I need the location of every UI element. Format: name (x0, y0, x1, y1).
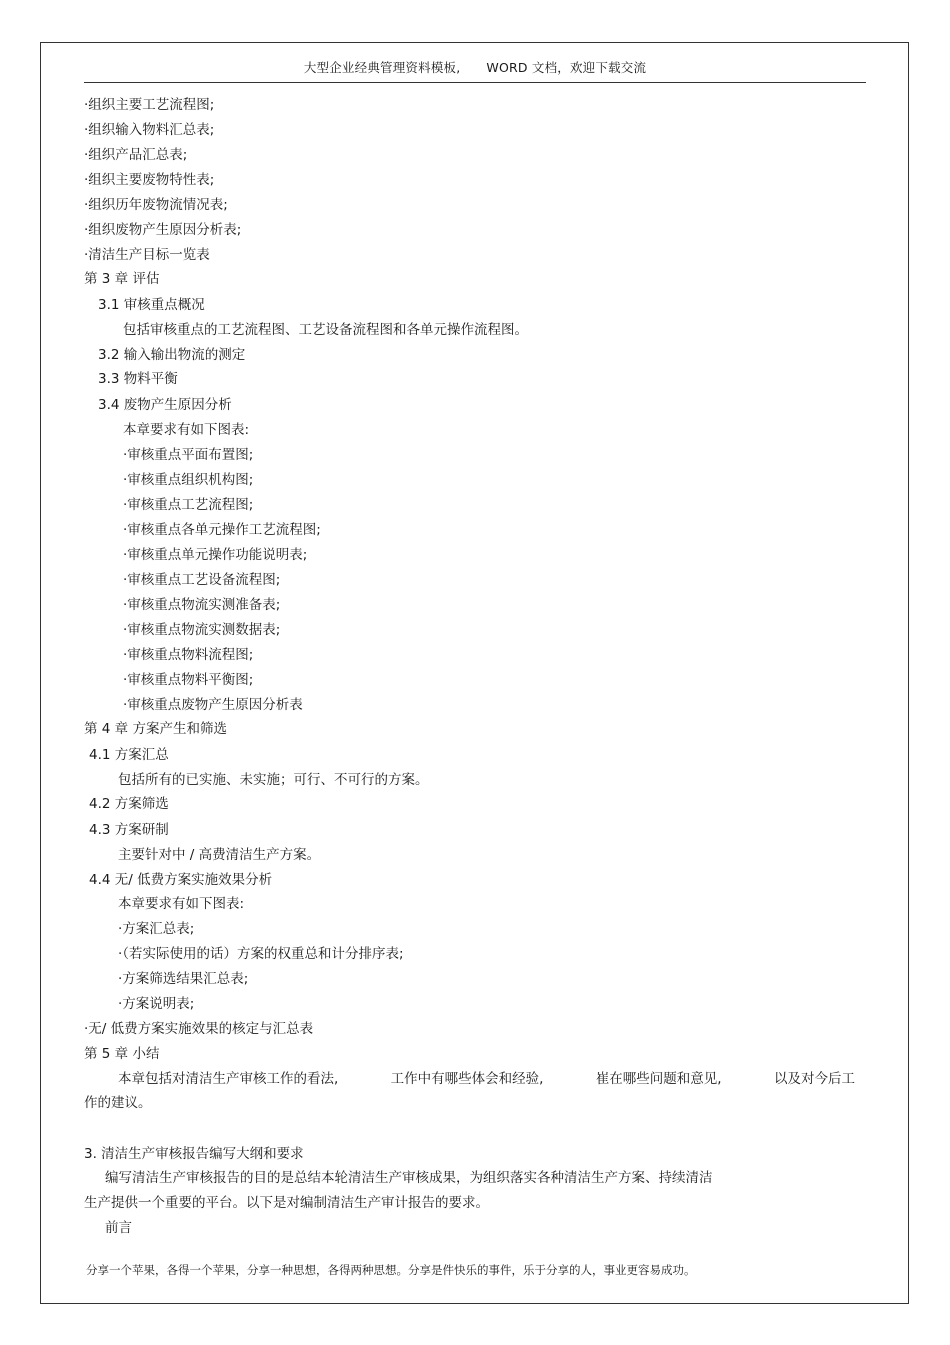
paragraph: 编写清洁生产审核报告的目的是总结本轮清洁生产审核成果，为组织落实各种清洁生产方案、持续清洁 (105, 1170, 713, 1186)
section-heading: 4.2 方案筛选 (89, 796, 169, 812)
section-heading: 3.1 审核重点概况 (98, 297, 205, 313)
list-item: ·审核重点废物产生原因分析表 (123, 697, 303, 713)
paragraph: 包括审核重点的工艺流程图、工艺设备流程图和各单元操作流程图。 (123, 322, 528, 338)
section-heading: 3.2 输入输出物流的测定 (98, 347, 246, 363)
section-heading: 3.3 物料平衡 (98, 371, 178, 387)
paragraph: 主要针对中 / 高费清洁生产方案。 (118, 847, 321, 863)
chapter-heading: 第 3 章 评估 (84, 271, 160, 287)
list-item: ·组织废物产生原因分析表; (84, 222, 242, 238)
list-item: ·清洁生产目标一览表 (84, 247, 210, 263)
list-item: ·审核重点物流实测数据表; (123, 622, 281, 638)
list-item: ·审核重点物料流程图; (123, 647, 254, 663)
summary-part: 本章包括对清洁生产审核工作的看法, (118, 1071, 339, 1087)
summary-part: 崔在哪些问题和意见, (595, 1071, 722, 1087)
list-item: ·组织产品汇总表; (84, 147, 188, 163)
preface-heading: 前言 (105, 1220, 132, 1236)
section-title: 3. 清洁生产审核报告编写大纲和要求 (84, 1146, 304, 1162)
section-heading: 4.1 方案汇总 (89, 747, 169, 763)
page-header (84, 58, 866, 76)
list-item: ·方案说明表; (118, 996, 195, 1012)
header-left: 大型企业经典管理资料模板, (303, 60, 461, 75)
list-item: ·组织主要工艺流程图; (84, 97, 215, 113)
summary-part: 工作中有哪些体会和经验, (390, 1071, 544, 1087)
chapter-heading: 第 4 章 方案产生和筛选 (84, 721, 227, 737)
list-item: ·审核重点物流实测准备表; (123, 597, 281, 613)
chapter-heading: 第 5 章 小结 (84, 1046, 160, 1062)
header-right: WORD 文档，欢迎下载交流 (486, 60, 647, 75)
paragraph: 本章要求有如下图表: (123, 422, 250, 438)
list-item: ·审核重点工艺设备流程图; (123, 572, 281, 588)
page-footer: 分享一个苹果，各得一个苹果，分享一种思想，各得两种思想。分享是件快乐的事件，乐于分享的人，事业更容易成功。 (86, 1263, 696, 1277)
list-item: ·审核重点平面布置图; (123, 447, 254, 463)
list-item: ·审核重点单元操作功能说明表; (123, 547, 308, 563)
section-heading: 4.4 无/ 低费方案实施效果分析 (89, 872, 273, 888)
list-item: ·审核重点工艺流程图; (123, 497, 254, 513)
list-item: ·审核重点各单元操作工艺流程图; (123, 522, 321, 538)
summary-part: 以及对今后工 (773, 1071, 855, 1087)
section-heading: 4.3 方案研制 (89, 822, 169, 838)
paragraph: 包括所有的已实施、未实施；可行、不可行的方案。 (118, 772, 429, 788)
section-heading: 3.4 废物产生原因分析 (98, 397, 232, 413)
list-item: ·审核重点物料平衡图; (123, 672, 254, 688)
list-item: ·组织输入物料汇总表; (84, 122, 215, 138)
list-item: ·审核重点组织机构图; (123, 472, 254, 488)
list-item: ·组织主要废物特性表; (84, 172, 215, 188)
list-item: ·方案汇总表; (118, 921, 195, 937)
paragraph: 生产提供一个重要的平台。以下是对编制清洁生产审计报告的要求。 (84, 1195, 489, 1211)
header-rule (84, 82, 866, 83)
paragraph: 本章要求有如下图表: (118, 896, 245, 912)
summary-continuation: 作的建议。 (84, 1095, 152, 1111)
list-item: ·方案筛选结果汇总表; (118, 971, 249, 987)
summary-paragraph (118, 1070, 855, 1088)
list-item: ·组织历年废物流情况表; (84, 197, 228, 213)
list-item: ·无/ 低费方案实施效果的核定与汇总表 (84, 1021, 314, 1037)
list-item: ·（若实际使用的话）方案的权重总和计分排序表; (118, 946, 404, 962)
